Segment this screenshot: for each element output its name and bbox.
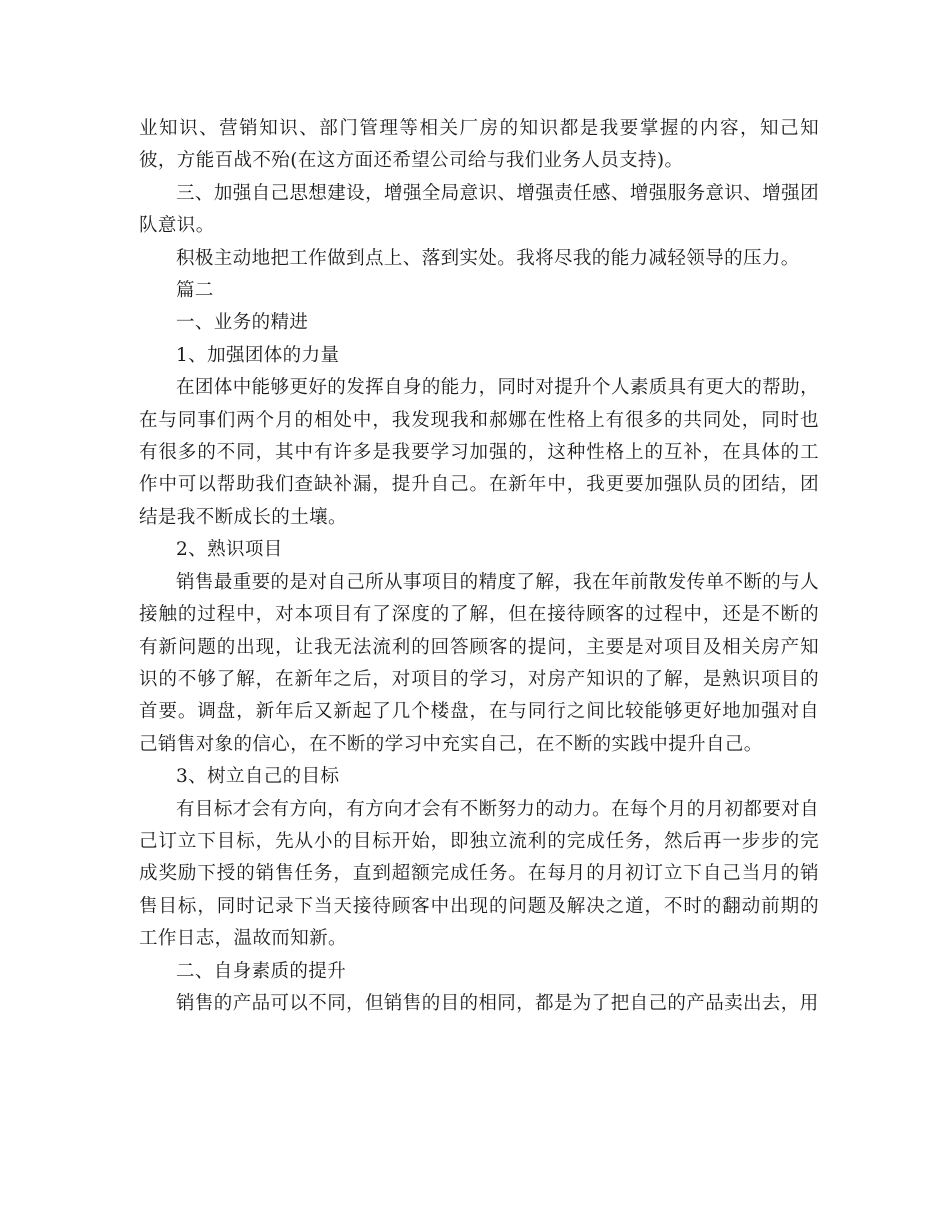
section-heading-part-two: 篇二 (176, 280, 214, 302)
paragraph-1: 业知识、营销知识、部门管理等相关厂房的知识都是我要掌握的内容，知己知彼，方能百战不殆(在这方面还希望公司给与我们业务人员支持)。 (139, 118, 819, 172)
subheading-1-1: 1、加强团体的力量 (176, 344, 340, 366)
paragraph-2: 三、加强自己思想建设，增强全局意识、增强责任感、增强服务意识、增强团队意识。 (139, 182, 819, 237)
document-body (139, 113, 819, 1020)
paragraph-project-knowledge: 销售最重要的是对自己所从事项目的精度了解，我在年前散发传单不断的与人接触的过程中，对本项目有了深度的了解，但在接待顾客的过程中，还是不断的有新问题的出现，让我无法流利的回答顾客的提问，主要是对项目及相关房产知识的不够了解，在新年之后，对项目的学习，对房产知识的了解，是熟识项目的首要。调盘，新年后又新起了几个楼盘，在与同行之间比较能够更好地加强对自己销售对象的信心，在不断的学习中充实自己，在不断的实践中提升自己。 (139, 571, 819, 755)
paragraph-teamwork: 在团体中能够更好的发挥自身的能力，同时对提升个人素质具有更大的帮助，在与同事们两个月的相处中，我发现我和郝娜在性格上有很多的共同处，同时也有很多的不同，其中有许多是我要学习加强的，这种性格上的互补，在具体的工作中可以帮助我们查缺补漏，提升自己。在新年中，我更要加强队员的团结，团结是我不断成长的土壤。 (139, 377, 819, 528)
paragraph-3: 积极主动地把工作做到点上、落到实处。我将尽我的能力减轻领导的压力。 (176, 247, 800, 269)
subheading-1-2: 2、熟识项目 (176, 539, 283, 561)
section-heading-2: 二、自身素质的提升 (176, 960, 347, 982)
section-heading-1: 一、业务的精进 (176, 312, 309, 334)
subheading-1-3: 3、树立自己的目标 (176, 766, 340, 788)
paragraph-goals: 有目标才会有方向，有方向才会有不断努力的动力。在每个月的月初都要对自己订立下目标，先从小的目标开始，即独立流利的完成任务，然后再一步步的完成奖励下授的销售任务，直到超额完成任务。在每月的月初订立下自己当月的销售目标，同时记录下当天接待顾客中出现的问题及解决之道，不时的翻动前期的工作日志，温故而知新。 (139, 798, 819, 950)
paragraph-self-improvement: 销售的产品可以不同，但销售的目的相同，都是为了把自己的产品卖出去，用 (176, 992, 819, 1014)
